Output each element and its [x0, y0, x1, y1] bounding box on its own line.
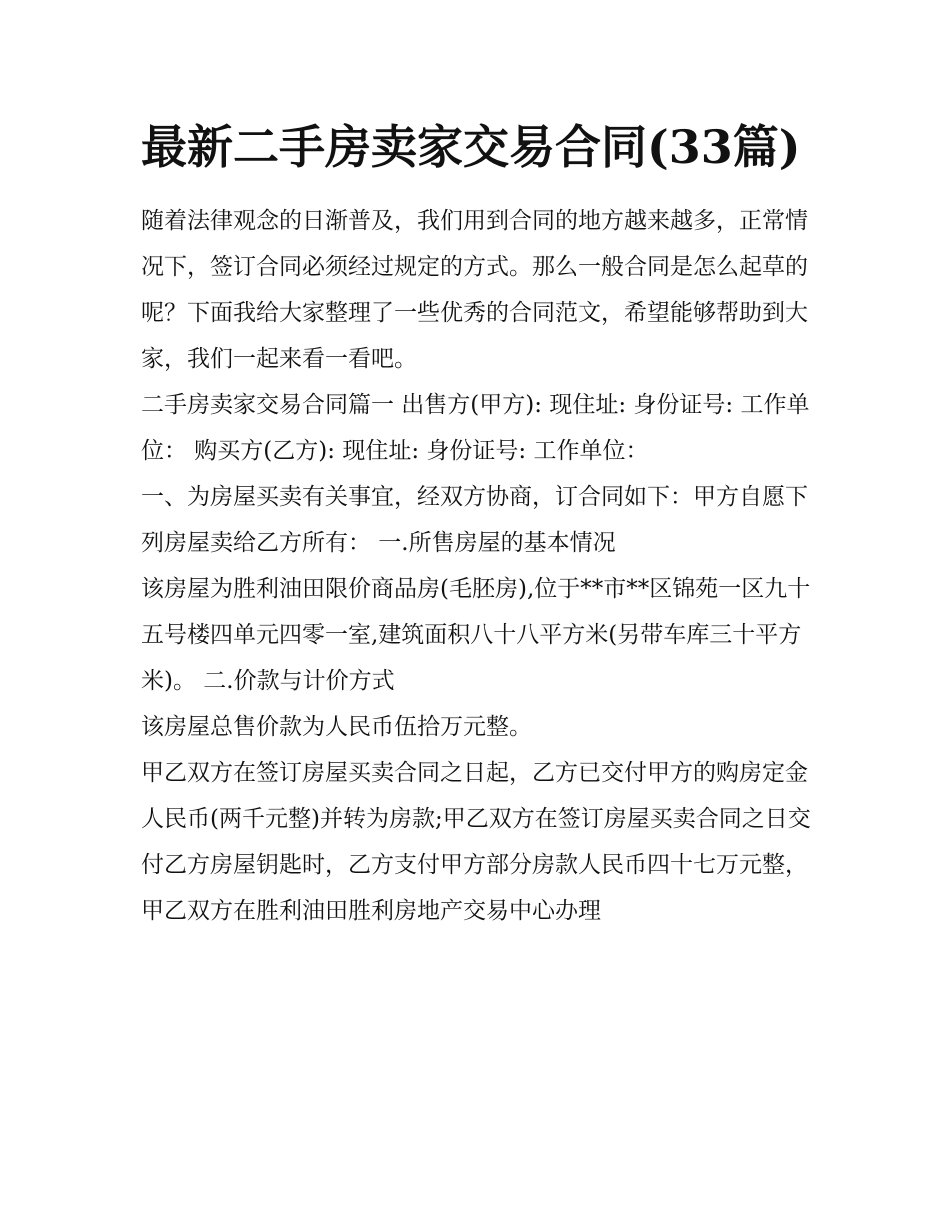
document-page — [141, 112, 813, 934]
paragraph-intro: 随着法律观念的日渐普及，我们用到合同的地方越来越多，正常情况下，签订合同必须经过规定的方式。那么一般合同是怎么起草的呢？下面我给大家整理了一些优秀的合同范文，希望能够帮助到大家，我们一起来看一看吧。 — [141, 208, 808, 372]
paragraph-article-1: 一、为房屋买卖有关事宜，经双方协商，订合同如下：甲方自愿下列房屋卖给乙方所有： 一.所售房屋的基本情况 — [141, 484, 808, 556]
paragraph-payment: 甲乙双方在签订房屋买卖合同之日起，乙方已交付甲方的购房定金人民币(两千元整)并转为房款;甲乙双方在签订房屋买卖合同之日交付乙方房屋钥匙时，乙方支付甲方部分房款人民币四十七万元整，甲乙双方在胜利油田胜利房地产交易中心办理 — [141, 760, 811, 924]
paragraph-parties: 二手房卖家交易合同篇一 出售方(甲方): 现住址: 身份证号: 工作单位： 购买方(乙方): 现住址: 身份证号: 工作单位： — [141, 392, 810, 464]
paragraph-total-price: 该房屋总售价款为人民币伍拾万元整。 — [141, 714, 532, 740]
paragraph-property-info: 该房屋为胜利油田限价商品房(毛胚房),位于**市**区锦苑一区九十五号楼四单元四零一室,建筑面积八十八平方米(另带车库三十平方米)。 二.价款与计价方式 — [141, 576, 811, 694]
document-title: 最新二手房卖家交易合同(33篇) — [141, 120, 801, 174]
